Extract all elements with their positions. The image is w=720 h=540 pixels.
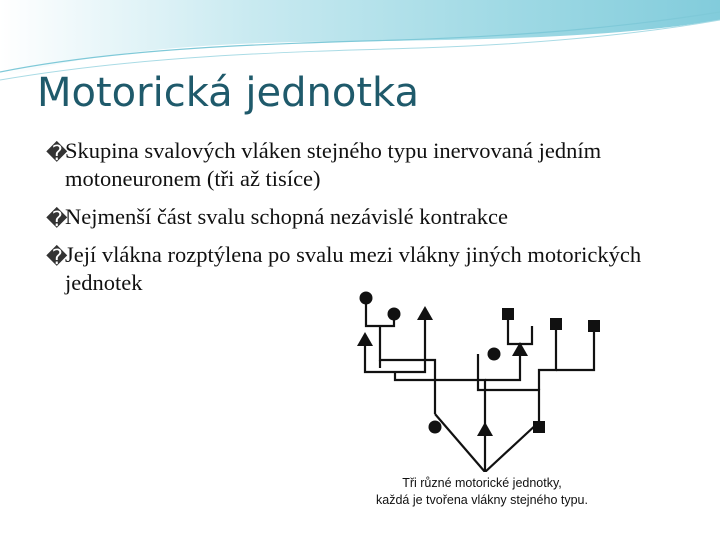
circle-unit-fiber (360, 292, 373, 305)
bullet-marker: � (46, 207, 68, 231)
diagram-caption (345, 475, 619, 509)
square-unit-fiber (502, 308, 514, 320)
bullet-item (46, 203, 686, 231)
circle-unit-fiber (388, 308, 401, 321)
square-unit-fiber (588, 320, 600, 332)
slide-title: Motorická jednotka (37, 70, 419, 116)
triangle-unit-fiber (357, 332, 373, 346)
circle-unit-fiber (429, 421, 442, 434)
bullet-marker: � (46, 245, 68, 269)
motor-units-diagram (338, 282, 622, 518)
bullet-text: Skupina svalových vláken stejného typu inervovaná jedním motoneuronem (tři až tisíce) (65, 138, 602, 191)
triangle-unit-fiber (477, 422, 493, 436)
square-unit-fiber (533, 421, 545, 433)
square-unit-fiber (550, 318, 562, 330)
bullet-text: Její vlákna rozptýlena po svalu mezi vlákny jiných motorických jednotek (65, 242, 642, 295)
caption-line: každá je tvořena vlákny stejného typu. (376, 493, 588, 507)
circle-unit-fiber (488, 348, 501, 361)
caption-line: Tři různé motorické jednotky, (402, 476, 562, 490)
motor-units-schematic (338, 282, 622, 472)
bullet-item (46, 137, 686, 193)
triangle-unit-fiber (417, 306, 433, 320)
bullet-text: Nejmenší část svalu schopná nezávislé kontrakce (65, 204, 508, 229)
bullet-marker: � (46, 141, 68, 165)
